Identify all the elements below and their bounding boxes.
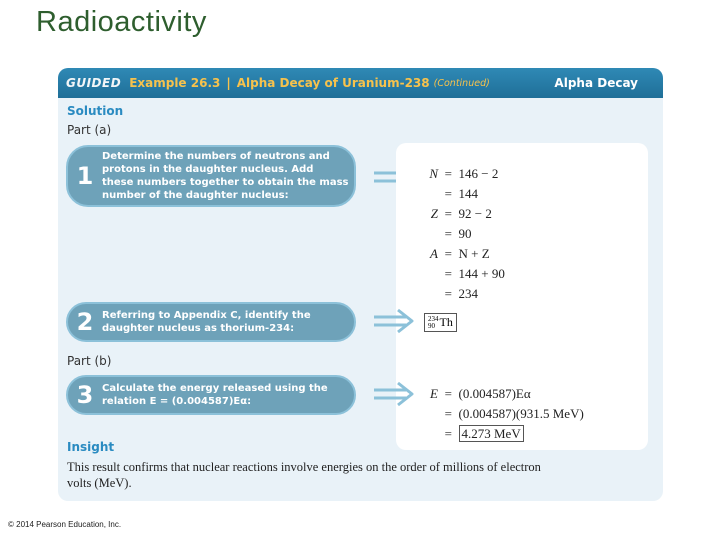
step-1 — [66, 145, 356, 207]
step-3-text — [102, 382, 328, 408]
step-1-text — [102, 150, 349, 202]
step-3-line: Calculate the energy released using the — [102, 383, 328, 394]
step-3-number: 3 — [76, 381, 94, 409]
step-1-line: protons in the daughter nucleus. Add — [102, 164, 314, 175]
step-2-line: Referring to Appendix C, identify the — [102, 310, 311, 321]
example-card — [58, 68, 663, 501]
step-3 — [66, 375, 356, 415]
slide-title: Radioactivity — [36, 6, 207, 38]
equation-row: N = 146 − 2 — [429, 166, 499, 181]
element-symbol: Th — [439, 315, 453, 329]
insight-heading: Insight — [67, 440, 115, 454]
step-1-line: these numbers together to obtain the mass — [102, 177, 349, 188]
solution-heading: Solution — [67, 104, 124, 118]
mass-number: 234 — [428, 314, 439, 323]
equation-row: = 144 — [444, 186, 478, 201]
step-1-line: number of the daughter nucleus: — [102, 190, 289, 201]
guided-label: GUIDED — [66, 76, 122, 90]
final-answer: 4.273 MeV — [459, 425, 524, 442]
equation-row: = (0.004587)(931.5 MeV) — [444, 406, 584, 421]
equation-row: = 234 — [444, 286, 478, 301]
step-1-number: 1 — [76, 162, 94, 190]
part-b-label: Part (b) — [67, 354, 112, 368]
example-name: Alpha Decay of Uranium-238 — [236, 76, 430, 90]
step-3-line: relation E = (0.004587)Eα: — [102, 396, 252, 407]
equation-row: Z = 92 − 2 — [430, 206, 492, 221]
step-2-line: daughter nucleus as thorium-234: — [102, 323, 295, 334]
example-header — [58, 68, 663, 98]
step-1-line: Determine the numbers of neutrons and — [102, 151, 330, 162]
equation-row: = 144 + 90 — [444, 266, 505, 281]
example-number: Example 26.3 — [129, 76, 221, 90]
step-2-text — [102, 309, 311, 335]
part-a-label: Part (a) — [67, 123, 112, 137]
atomic-number: 90 — [428, 321, 435, 330]
arrow-icon — [372, 381, 416, 407]
equation-row: A = N + Z — [430, 246, 490, 261]
copyright-notice: © 2014 Pearson Education, Inc. — [8, 520, 122, 529]
thorium-nuclide — [424, 313, 457, 332]
equation-row: = 90 — [444, 226, 472, 241]
insight-text: This result confirms that nuclear reactions involve energies on the order of millions of electron volts (MeV). — [67, 460, 541, 490]
arrow-icon — [372, 308, 416, 334]
step-2 — [66, 302, 356, 342]
header-separator: | — [226, 76, 231, 90]
equation-row: = 4.273 MeV — [424, 426, 524, 442]
continued-label: (Continued) — [433, 77, 490, 89]
equation-panel — [396, 143, 648, 450]
topic-label: Alpha Decay — [554, 76, 638, 90]
equation-row: E = (0.004587)Eα — [430, 386, 531, 401]
step-2-number: 2 — [76, 308, 94, 336]
